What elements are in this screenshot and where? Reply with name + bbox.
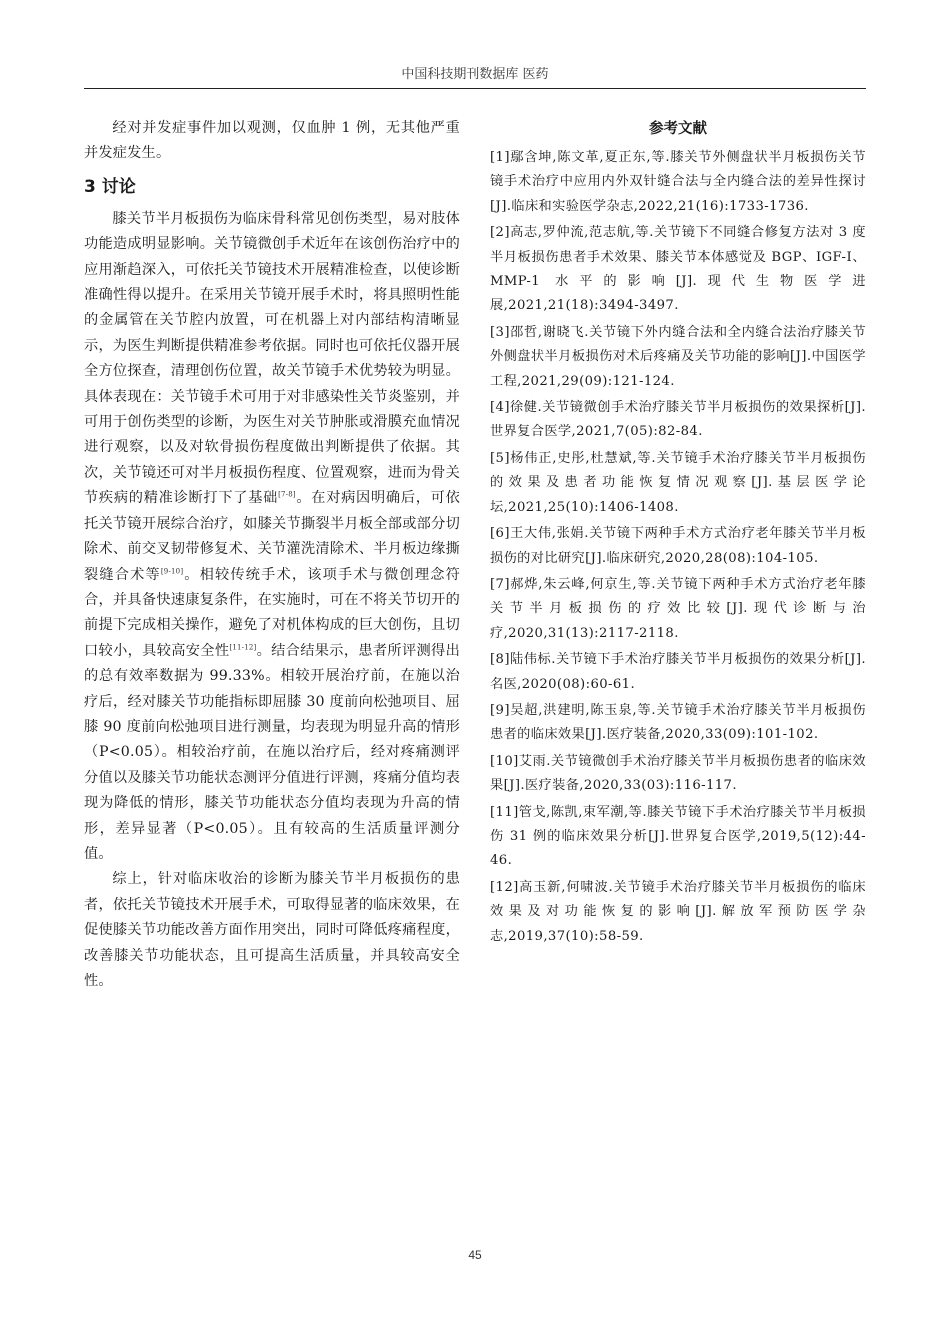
reference-item: [10]艾雨.关节镜微创手术治疗膝关节半月板损伤患者的临床效果[J].医疗装备,2020,33(03):116-117. [490,753,866,794]
reference-item: [4]徐健.关节镜微创手术治疗膝关节半月板损伤的效果探析[J].世界复合医学,2021,7(05):82-84. [490,400,866,440]
paragraph-conclusion: 综上，针对临床收治的诊断为膝关节半月板损伤的患者，依托关节镜技术开展手术，可取得显著的临床效果，在促使膝关节功能改善方面作用突出，同时可降低疼痛程度，改善膝关节功能状态，且可提高生活质量，并具较高安全性。 [84,871,460,989]
reference-item: [12]高玉新,何啸波.关节镜手术治疗膝关节半月板损伤的临床效果及对功能恢复的影响[J].解放军预防医学杂志,2019,37(10):58-59. [490,879,866,944]
running-header: 中国科技期刊数据库 医药 [84,64,866,89]
paragraph-text: 。在对病因明确后，可依托关节镜开展综合治疗，如膝关节撕裂半月板全部或部分切除术、前交叉韧带修复术、关节灌洗清除术、半月板边缘撕裂缝合术等 [84,490,460,583]
citation: [11-12] [229,642,257,651]
reference-item: [5]杨伟正,史彤,杜慧斌,等.关节镜手术治疗膝关节半月板损伤的效果及患者功能恢复情况观察[J].基层医学论坛,2021,25(10):1406-1408. [490,450,866,515]
paragraph-text: 。相较传统手术，该项手术与微创理念符合，并具备快速康复条件，在实施时，可在不将关节切开的前提下完成相关操作，避免了对机体构成的巨大创伤，且切口较小，具较高安全性 [84,566,460,659]
paragraph-complications: 经对并发症事件加以观测，仅血肿 1 例，无其他严重并发症发生。 [84,120,460,162]
reference-item: [11]管戈,陈凯,束军潮,等.膝关节镜下手术治疗膝关节半月板损伤 31 例的临床效果分析[J].世界复合医学,2019,5(12):44-46. [490,804,866,869]
reference-item: [8]陆伟标.关节镜下手术治疗膝关节半月板损伤的效果分析[J].名医,2020(08):60-61. [490,652,866,692]
page-number: 45 [468,1248,482,1262]
references-title: 参考文献 [649,121,707,137]
reference-item: [6]王大伟,张娟.关节镜下两种手术方式治疗老年膝关节半月板损伤的对比研究[J].临床研究,2020,28(08):104-105. [490,526,866,566]
paragraph-discussion [84,207,460,868]
paragraph-text: 膝关节半月板损伤为临床骨科常见创伤类型，易对肢体功能造成明显影响。关节镜微创手术近年在该创伤治疗中的应用渐趋深入，可依托关节镜技术开展精准检查，以使诊断准确性得以提升。在采用关节镜开展手术时，将具照明性能的金属管在关节腔内放置，可在机器上对内部结构清晰显示，为医生判断提供精准参考依据。同时也可依托仪器开展全方位探查，清理创伤位置，故关节镜手术优势较为明显。具体表现在：关节镜手术可用于对非感染性关节炎鉴别，并可用于创伤类型的诊断，为医生对关节肿胀或滑膜充血情况进行观察，以及对软骨损伤程度做出判断提供了依据。其次，关节镜还可对半月板损伤程度、位置观察，进而为骨关节疾病的精准诊断打下了基础 [84,210,460,507]
reference-item: [7]郝烨,朱云峰,何京生,等.关节镜下两种手术方式治疗老年膝关节半月板损伤的疗效比较[J].现代诊断与治疗,2020,31(13):2117-2118. [490,576,866,641]
reference-item: [2]高志,罗仲流,范志航,等.关节镜下不同缝合修复方法对 3 度半月板损伤患者手术效果、膝关节本体感觉及 BGP、IGF-Ⅰ、MMP-1 水平的影响[J].现代生物医学进展,2021,21(18):3494-3497. [490,225,866,314]
reference-item: [3]邵哲,谢晓飞.关节镜下外内缝合法和全内缝合法治疗膝关节外侧盘状半月板损伤对术后疼痛及关节功能的影响[J].中国医学工程,2021,29(09):121-124. [490,324,866,389]
reference-item: [9]吴超,洪建明,陈玉泉,等.关节镜手术治疗膝关节半月板损伤患者的临床效果[J].医疗装备,2020,33(09):101-102. [490,702,866,743]
reference-item: [1]鄢含坤,陈文革,夏正东,等.膝关节外侧盘状半月板损伤关节镜手术治疗中应用内外双针缝合法与全内缝合法的差异性探讨[J].临床和实验医学杂志,2022,21(16):1733-1736. [490,150,866,214]
paragraph-text: 。结合结果示，患者所评测得出的总有效率数据为 99.33%。相较开展治疗前，在施以治疗后，经对膝关节功能指标即屈膝 30 度前向松弛项目、屈膝 90 度前向松弛项目进行测量，均表现为明显升高的情形（P<0.05）。相较治疗前，在施以治疗后，经对疼痛测评分值以及膝关节功能状态测评分值进行评测，疼痛分值均表现为降低的情形，膝关节功能状态分值均表现为升高的情形，差异显著（P<0.05）。且有较高的生活质量评测分值。 [84,642,460,862]
section-title-discussion: 3 讨论 [84,176,136,197]
references-column [490,116,866,951]
citation: [7-8] [278,490,296,499]
left-column [84,116,460,994]
citation: [9-10] [160,566,184,575]
